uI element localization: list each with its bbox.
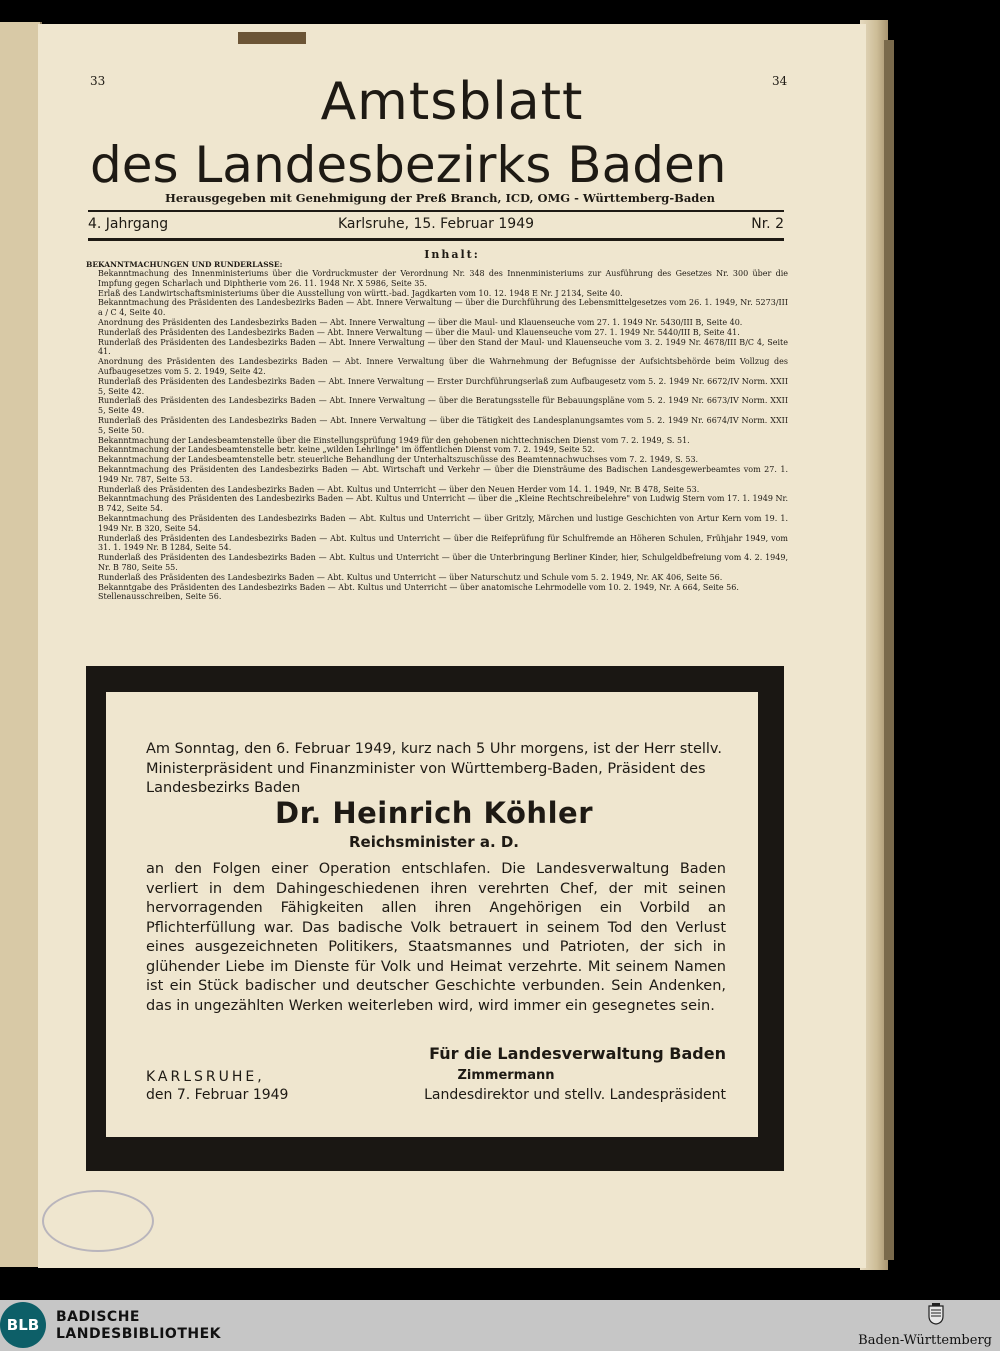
- table-of-contents: [98, 269, 788, 602]
- contents-item: Runderlaß des Präsidenten des Landesbezirks Baden — Abt. Kultus und Unterricht — über Naturschutz und Schule vom 5. 2. 1949, Nr. AK 406, Seite 56.: [98, 572, 723, 582]
- masthead-subtitle: des Landesbezirks Baden: [90, 136, 727, 194]
- notice-date: den 7. Februar 1949: [146, 1087, 289, 1103]
- notice-place: KARLSRUHE,: [146, 1069, 265, 1085]
- contents-item: Erlaß des Landwirtschaftsministeriums über die Ausstellung von württ.-bad. Jagdkarten vom 10. 12. 1948 E Nr. J 2134, Seite 40.: [98, 288, 623, 298]
- binding-tape: [238, 32, 306, 44]
- contents-item: Runderlaß des Präsidenten des Landesbezirks Baden — Abt. Innere Verwaltung — über die Beratungsstelle für Bebauungspläne vom 5. 2. 1949 Nr. 6673/IV Norm. XXII 5, Seite 49.: [98, 396, 788, 416]
- blb-logo[interactable]: BLB: [0, 1302, 46, 1348]
- left-page-edge: [0, 22, 42, 1267]
- contents-item: Bekanntmachung der Landesbeamtenstelle über die Einstellungsprüfung 1949 für den gehobenen nichttechnischen Dienst vom 7. 2. 1949, S. 51.: [98, 435, 690, 445]
- deceased-title: Reichsminister a. D.: [348, 833, 520, 851]
- obituary-intro: Am Sonntag, den 6. Februar 1949, kurz nach 5 Uhr morgens, ist der Herr stellv. Ministerpräsident und Finanzminister von Württemberg-Baden, Präsident des Landesbezirks Baden: [146, 741, 722, 796]
- obituary-frame: [86, 666, 784, 1171]
- volume-label: 4. Jahrgang: [88, 216, 169, 232]
- contents-item: Bekanntmachung der Landesbeamtenstelle betr. steuerliche Behandlung der Unterhaltszuschüsse des Beamtennachwuchses vom 7. 2. 1949, S. 53.: [98, 455, 699, 465]
- library-name-line2: LANDESBIBLIOTHEK: [56, 1326, 222, 1342]
- issue-place-date: Karlsruhe, 15. Februar 1949: [338, 216, 535, 232]
- contents-item: Anordnung des Präsidenten des Landesbezirks Baden — Abt. Innere Verwaltung über die Wahrnehmung der Befugnisse der Aufsichtsbehörde beim Vollzug des Aufbaugesetzes vom 5. 2. 1949, Seite 42.: [98, 357, 788, 376]
- contents-item: Bekanntmachung des Präsidenten des Landesbezirks Baden — Abt. Wirtschaft und Verkehr — über die Diensträume des Badischen Landesgewerbeamtes vom 27. 1. 1949 Nr. 787, Seite 53.: [98, 464, 788, 484]
- contents-item: Anordnung des Präsidenten des Landesbezirks Baden — Abt. Innere Verwaltung — über die Maul- und Klauenseuche vom 27. 1. 1949 Nr. 5430/III B, Seite 40.: [98, 317, 743, 327]
- document-page: [38, 24, 866, 1268]
- contents-item: Bekanntmachung des Präsidenten des Landesbezirks Baden — Abt. Kultus und Unterricht — über Gritzly, Märchen und lustige Geschichten von Artur Kern vom 19. 1. 1949 Nr. B 320, Seite 54.: [98, 513, 788, 533]
- contents-item: Stellenausschreiben, Seite 56.: [98, 592, 222, 602]
- coat-of-arms-icon: [928, 1303, 944, 1325]
- contents-item: Bekanntgabe des Präsidenten des Landesbezirks Baden — Abt. Kultus und Unterricht — über anatomische Lehrmodelle vom 10. 2. 1949, Nr. A 664, Seite 56.: [98, 582, 739, 592]
- publisher-line: Herausgegeben mit Genehmigung der Preß Branch, ICD, OMG - Württemberg-Baden: [164, 191, 716, 205]
- contents-item: Bekanntmachung des Präsidenten des Landesbezirks Baden — Abt. Innere Verwaltung — über die Durchführung des Lebensmittelgesetzes vom 26. 1. 1949, Nr. 5273/III a / C 4, Seite 40.: [98, 298, 788, 318]
- contents-heading: Inhalt:: [424, 248, 480, 261]
- contents-item: Runderlaß des Präsidenten des Landesbezirks Baden — Abt. Innere Verwaltung — über die Maul- und Klauenseuche vom 27. 1. 1949 Nr. 5440/III B, Seite 41.: [98, 327, 740, 337]
- contents-item: Runderlaß des Präsidenten des Landesbezirks Baden — Abt. Innere Verwaltung — über die Tätigkeit des Landesplanungsamtes vom 5. 2. 1949 Nr. 6674/IV Norm. XXII 5, Seite 50.: [98, 415, 788, 435]
- header-rule-bottom: [88, 238, 784, 241]
- contents-item: Bekanntmachung des Innenministeriums über die Vordruckmuster der Verordnung Nr. 348 des Innenministeriums zur Ausführung des Gesetzes Nr. 300 über die Impfung gegen Scharlach und Diphtherie vom 26. 11. 1948 Nr. X 5986, Seite 35.: [98, 269, 788, 288]
- obituary-notice: [104, 690, 760, 1139]
- page-number-left: 33: [90, 74, 106, 88]
- library-name-line1: BADISCHE: [56, 1309, 140, 1325]
- obituary-body: an den Folgen einer Operation entschlafen. Die Landesverwaltung Baden verliert in dem Dahingeschiedenen ihren verehrten Chef, der mit seinen hervorragenden Fähigkeiten allen ihren Angehörigen ein Vorbild an Pflichterfüllung war. Das badische Volk betrauert in seinem Tod den Verlust eines ausgezeichneten Politikers, Staatsmannes und Patrioten, der sich in glühender Liebe im Dienste für Volk und Heimat verzehrte. Mit seinem Namen ist ein Stück badischer und deutscher Geschichte verbunden. Sein Andenken, das in ungezählten Werken weiterleben wird, wird immer ein gesegnetes sein.: [146, 861, 726, 1014]
- library-stamp: [42, 1190, 154, 1252]
- contents-item: Runderlaß des Präsidenten des Landesbezirks Baden — Abt. Innere Verwaltung — Erster Durchführungserlaß zum Aufbaugesetz vom 5. 2. 1949 Nr. 6672/IV Norm. XXII 5, Seite 42.: [98, 376, 788, 396]
- contents-item: Runderlaß des Präsidenten des Landesbezirks Baden — Abt. Kultus und Unterricht — über den Neuen Herder vom 14. 1. 1949, Nr. B 478, Seite 53.: [98, 484, 700, 494]
- signature-organization: Für die Landesverwaltung Baden: [429, 1044, 726, 1063]
- masthead-title: Amtsblatt: [320, 72, 584, 132]
- signature-name: Zimmermann: [457, 1068, 555, 1083]
- contents-item: Bekanntmachung der Landesbeamtenstelle betr. keine „wilden Lehrlinge" im öffentlichen Dienst vom 7. 2. 1949, Seite 52.: [98, 445, 595, 455]
- issue-number: Nr. 2: [751, 216, 784, 232]
- page-edge: [884, 40, 894, 1260]
- contents-section: BEKANNTMACHUNGEN UND RUNDERLASSE:: [86, 260, 283, 269]
- contents-item: Bekanntmachung des Präsidenten des Landesbezirks Baden — Abt. Kultus und Unterricht — über die „Kleine Rechtschreibelehre" von Ludwig Stern vom 17. 1. 1949 Nr. B 742, Seite 54.: [98, 494, 788, 514]
- contents-item: Runderlaß des Präsidenten des Landesbezirks Baden — Abt. Kultus und Unterricht — über die Reifeprüfung für Schulfremde an Höheren Schulen, Frühjahr 1949, vom 31. 1. 1949 Nr. B 1284, Seite 54.: [98, 533, 788, 553]
- state-label: Baden-Württemberg: [858, 1333, 992, 1348]
- deceased-name: Dr. Heinrich Köhler: [275, 796, 593, 830]
- contents-item: Runderlaß des Präsidenten des Landesbezirks Baden — Abt. Innere Verwaltung — über den Stand der Maul- und Klauenseuche vom 3. 2. 1949 Nr. 4678/III B/C 4, Seite 41.: [98, 337, 788, 357]
- header-rule-top: [88, 210, 784, 212]
- signature-role: Landesdirektor und stellv. Landespräsident: [424, 1087, 726, 1103]
- issue-line: [88, 216, 784, 236]
- page-number-right: 34: [772, 74, 788, 88]
- contents-item: Runderlaß des Präsidenten des Landesbezirks Baden — Abt. Kultus und Unterricht — über die Unterbringung Berliner Kinder, hier, Schulgeldbefreiung vom 4. 2. 1949, Nr. B 780, Seite 55.: [98, 553, 788, 572]
